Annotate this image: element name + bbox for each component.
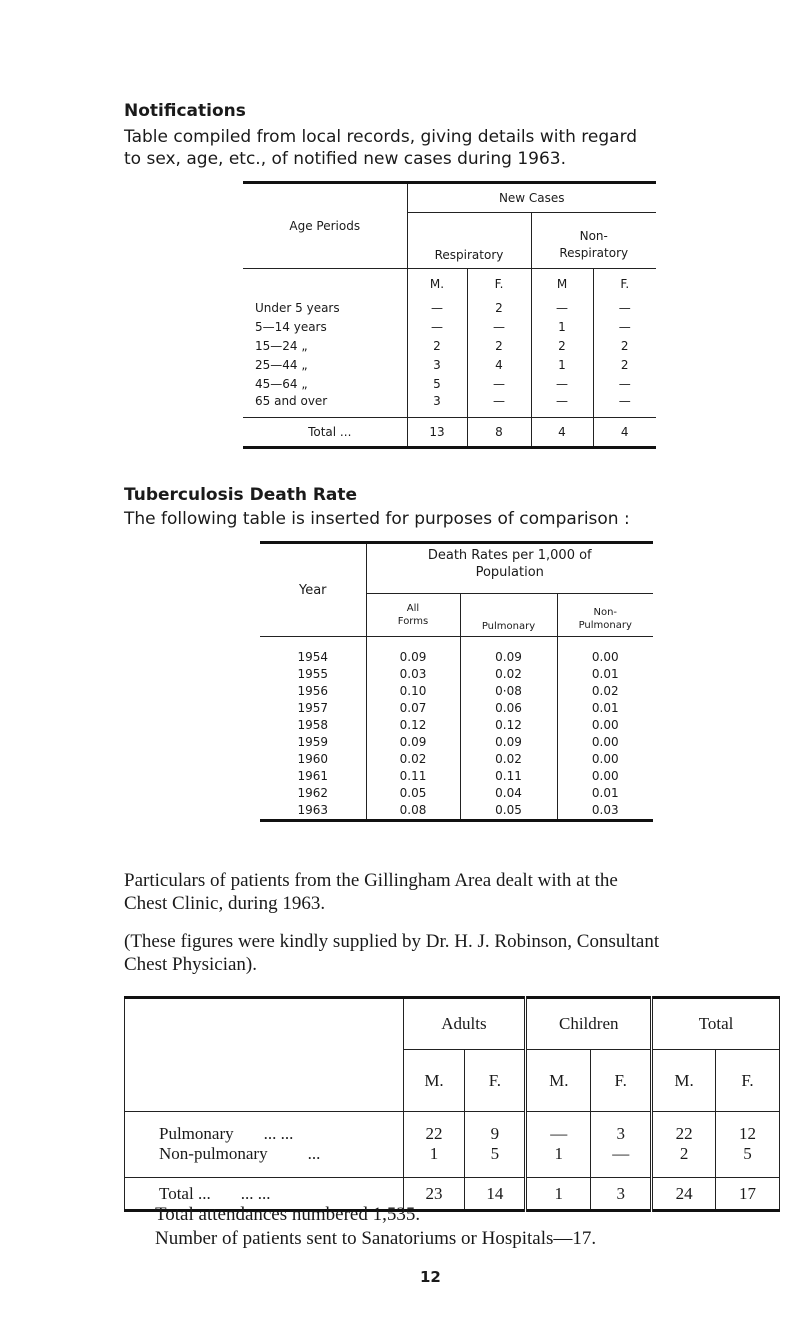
children-female-header: F. (591, 1050, 652, 1112)
value-cell: 1 (526, 1144, 591, 1178)
tb-heading: Tuberculosis Death Rate (124, 485, 358, 505)
clinic-paragraph-line-2: Chest Clinic, during 1963. (124, 893, 326, 914)
value-cell: — (526, 1112, 591, 1144)
rate-cell: 0.05 (460, 802, 557, 821)
table-row (125, 1144, 780, 1178)
death-rate-table (260, 541, 653, 822)
table-row (260, 683, 653, 700)
value-cell: — (531, 394, 593, 418)
clinic-note-line-2: Chest Physician). (124, 954, 257, 975)
notifications-paragraph-line-1: Table compiled from local records, giving details with regard (124, 127, 638, 147)
rate-cell: 0.02 (366, 751, 460, 768)
total-attendances: Total attendances numbered 1,535. (155, 1204, 421, 1225)
value-cell: — (593, 318, 656, 337)
value-cell: — (591, 1144, 652, 1178)
age-cell: 65 and over (243, 394, 407, 418)
non-pulmonary-header (557, 594, 653, 637)
total-male-header: M. (652, 1050, 716, 1112)
value-cell: 2 (593, 356, 656, 375)
year-cell: 1957 (297, 701, 329, 715)
age-cell: Under 5 years (255, 301, 340, 315)
year-cell: 1962 (297, 786, 329, 800)
value-cell: 3 (591, 1112, 652, 1144)
notifications-heading: Notifications (124, 101, 246, 121)
value-cell: 22 (652, 1112, 716, 1144)
value-cell: 3 (407, 356, 467, 375)
value-cell: 2 (407, 337, 467, 356)
death-rates-header-line-2: Population (475, 565, 544, 580)
rate-cell: 0.03 (557, 802, 653, 821)
adults-female-header: F. (465, 1050, 526, 1112)
value-cell: 2 (467, 337, 531, 356)
value-cell: 1 (531, 318, 593, 337)
total-cell: 14 (465, 1178, 526, 1211)
total-cell: 24 (652, 1178, 716, 1211)
year-cell: 1958 (297, 718, 329, 732)
value-cell: 5 (716, 1144, 780, 1178)
table-row (260, 802, 653, 821)
non-pulmonary-header-line-1: Non- (593, 607, 618, 618)
rate-cell: 0.01 (557, 785, 653, 802)
table-row (125, 1112, 780, 1144)
nonresp-male-header: M (531, 269, 593, 299)
table-row (260, 785, 653, 802)
value-cell: 1 (403, 1144, 465, 1178)
notifications-table (243, 181, 656, 449)
rate-cell: 0.00 (557, 717, 653, 734)
value-cell: 5 (465, 1144, 526, 1178)
table-row (260, 751, 653, 768)
total-cell: 23 (403, 1178, 465, 1211)
value-cell: 9 (465, 1112, 526, 1144)
nonresp-female-header: F. (593, 269, 656, 299)
table-row (243, 299, 656, 318)
total-header: Total (652, 998, 780, 1050)
rate-cell: 0.00 (557, 751, 653, 768)
table-row (260, 649, 653, 666)
notifications-paragraph-line-2: to sex, age, etc., of notified new cases during 1963. (124, 149, 567, 169)
value-cell: — (593, 394, 656, 418)
resp-male-header: M. (407, 269, 467, 299)
value-cell: 22 (403, 1112, 465, 1144)
rate-cell: 0.09 (366, 734, 460, 751)
rate-cell: 0.05 (366, 785, 460, 802)
rate-cell: 0.09 (460, 649, 557, 666)
value-cell: — (407, 299, 467, 318)
age-cell: 15—24 „ (255, 339, 308, 353)
row-leader-dots: ... ... (263, 1123, 294, 1143)
value-cell: — (593, 299, 656, 318)
rate-cell: 0.12 (366, 717, 460, 734)
total-cell: 4 (531, 418, 593, 448)
table-row (260, 717, 653, 734)
rate-cell: 0.11 (366, 768, 460, 785)
rate-cell: 0.06 (460, 700, 557, 717)
non-respiratory-header-line-1: Non- (579, 229, 608, 243)
value-cell: 2 (531, 337, 593, 356)
value-cell: 3 (407, 394, 467, 418)
total-row (243, 418, 656, 448)
value-cell: — (467, 394, 531, 418)
age-periods-header: Age Periods (243, 183, 407, 269)
table-row (260, 700, 653, 717)
rate-cell: 0.04 (460, 785, 557, 802)
all-forms-header (366, 594, 460, 637)
value-cell: 2 (593, 337, 656, 356)
rate-cell: 0.02 (460, 751, 557, 768)
rate-cell: 0.10 (366, 683, 460, 700)
total-cell: 17 (716, 1178, 780, 1211)
rate-cell: 0.02 (460, 666, 557, 683)
total-cell: 4 (593, 418, 656, 448)
value-cell: 5 (407, 375, 467, 394)
rate-cell: 0.07 (366, 700, 460, 717)
non-respiratory-header-line-2: Respiratory (559, 246, 629, 260)
table-row (243, 318, 656, 337)
year-cell: 1963 (297, 803, 329, 818)
year-cell: 1954 (297, 650, 329, 664)
rate-cell: 0.00 (557, 768, 653, 785)
clinic-table (124, 996, 780, 1212)
table-row (243, 356, 656, 375)
year-cell: 1960 (297, 752, 329, 766)
pulmonary-header: Pulmonary (460, 594, 557, 637)
rate-cell: 0.09 (460, 734, 557, 751)
total-cell: 1 (526, 1178, 591, 1211)
respiratory-header: Respiratory (407, 213, 531, 269)
value-cell: 1 (531, 356, 593, 375)
value-cell: 2 (652, 1144, 716, 1178)
rate-cell: 0.12 (460, 717, 557, 734)
table-row (260, 666, 653, 683)
resp-female-header: F. (467, 269, 531, 299)
rate-cell: 0.09 (366, 649, 460, 666)
rate-cell: 0.00 (557, 734, 653, 751)
value-cell: 2 (467, 299, 531, 318)
row-leader-dots: ... (307, 1143, 321, 1163)
rate-cell: 0.02 (557, 683, 653, 700)
rate-cell: 0.08 (366, 802, 460, 821)
new-cases-header: New Cases (407, 183, 656, 213)
age-cell: 25—44 „ (255, 358, 308, 372)
year-cell: 1956 (297, 684, 329, 698)
value-cell: 12 (716, 1112, 780, 1144)
row-label: Non-pulmonary (159, 1143, 268, 1163)
age-cell: 45—64 „ (255, 377, 308, 391)
clinic-note-line-1: (These figures were kindly supplied by Dr. H. J. Robinson, Consultant (124, 931, 660, 952)
value-cell: — (407, 318, 467, 337)
age-cell: 5—14 years (255, 320, 327, 334)
tb-paragraph: The following table is inserted for purposes of comparison : (124, 509, 630, 529)
clinic-paragraph-line-1: Particulars of patients from the Gillingham Area dealt with at the (124, 870, 618, 891)
total-label: Total ... (308, 425, 352, 439)
adults-male-header: M. (403, 1050, 465, 1112)
year-cell: 1959 (297, 735, 329, 749)
value-cell: — (593, 375, 656, 394)
children-header: Children (526, 998, 652, 1050)
value-cell: — (531, 299, 593, 318)
rate-cell: 0.00 (557, 649, 653, 666)
rate-cell: 0.01 (557, 666, 653, 683)
children-male-header: M. (526, 1050, 591, 1112)
patients-sent: Number of patients sent to Sanatoriums or Hospitals—17. (155, 1228, 597, 1249)
year-cell: 1961 (297, 769, 329, 783)
total-female-header: F. (716, 1050, 780, 1112)
table-row (243, 394, 656, 418)
row-label: Pulmonary (159, 1123, 234, 1143)
non-pulmonary-header-line-2: Pulmonary (578, 620, 632, 631)
non-respiratory-header (531, 213, 656, 269)
year-header: Year (260, 543, 366, 637)
value-cell: — (467, 318, 531, 337)
total-cell: 3 (591, 1178, 652, 1211)
table-row (243, 337, 656, 356)
table-row (260, 734, 653, 751)
adults-header: Adults (403, 998, 526, 1050)
all-forms-header-line-2: Forms (397, 616, 429, 627)
death-rates-header-line-1: Death Rates per 1,000 of (427, 548, 592, 563)
rate-cell: 0.03 (366, 666, 460, 683)
value-cell: — (531, 375, 593, 394)
all-forms-header-line-1: All (406, 603, 420, 614)
page-number: 12 (420, 1268, 441, 1286)
total-label: Total ... (159, 1183, 211, 1203)
value-cell: 4 (467, 356, 531, 375)
total-leader-dots: ... ... (240, 1183, 271, 1203)
table-row (260, 768, 653, 785)
rate-cell: 0.01 (557, 700, 653, 717)
rate-cell: 0.11 (460, 768, 557, 785)
rate-cell: 0·08 (460, 683, 557, 700)
table-row (243, 375, 656, 394)
death-rates-header (366, 543, 653, 594)
year-cell: 1955 (297, 667, 329, 681)
total-cell: 13 (407, 418, 467, 448)
total-cell: 8 (467, 418, 531, 448)
value-cell: — (467, 375, 531, 394)
